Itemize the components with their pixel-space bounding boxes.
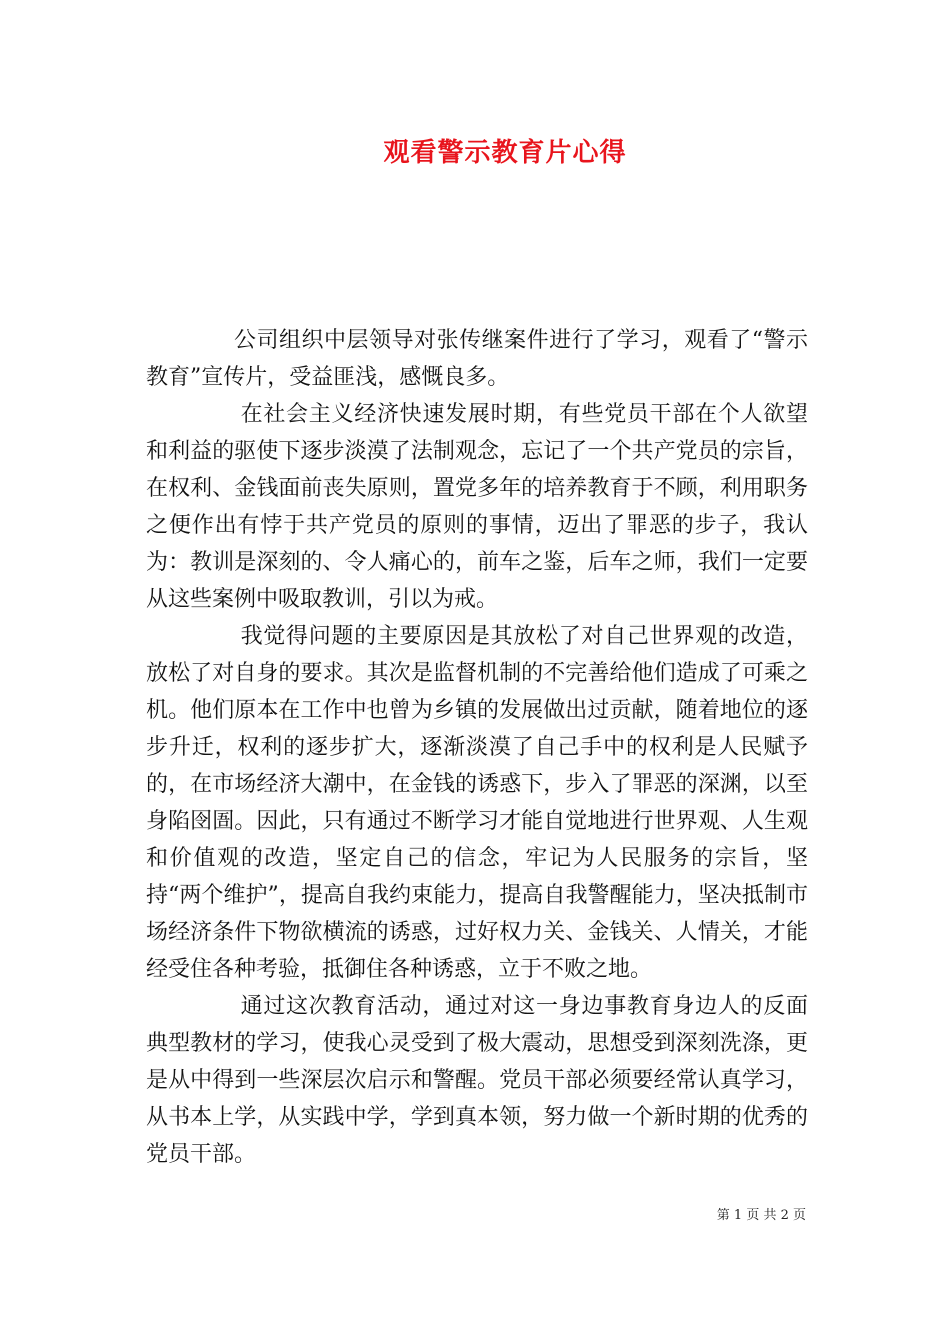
document-body <box>146 322 808 1173</box>
paragraph-3: 我觉得问题的主要原因是其放松了对自己世界观的改造，放松了对自身的要求。其次是监督机制的不完善给他们造成了可乘之机。他们原本在工作中也曾为乡镇的发展做出过贡献，随着地位的逐步升迁，权利的逐步扩大，逐渐淡漠了自己手中的权利是人民赋予的，在市场经济大潮中，在金钱的诱惑下，步入了罪恶的深渊，以至身陷囹圄。因此，只有通过不断学习才能自觉地进行世界观、人生观和价值观的改造，坚定自己的信念，牢记为人民服务的宗旨，坚持“两个维护”，提高自我约束能力，提高自我警醒能力，坚决抵制市场经济条件下物欲横流的诱惑，过好权力关、金钱关、人情关，才能经受住各种考验，抵御住各种诱惑，立于不败之地。 <box>146 624 808 982</box>
paragraph-1: 公司组织中层领导对张传继案件进行了学习，观看了“警示教育”宣传片，受益匪浅，感慨良多。 <box>146 328 808 390</box>
page-number-footer: 第 1 页 共 2 页 <box>716 1208 806 1223</box>
document-title: 观看警示教育片心得 <box>383 138 627 168</box>
paragraph-4: 通过这次教育活动，通过对这一身边事教育身边人的反面典型教材的学习，使我心灵受到了极大震动，思想受到深刻洗涤，更是从中得到一些深层次启示和警醒。党员干部必须要经常认真学习，从书本上学，从实践中学，学到真本领，努力做一个新时期的优秀的党员干部。 <box>146 994 808 1167</box>
paragraph-2: 在社会主义经济快速发展时期，有些党员干部在个人欲望和利益的驱使下逐步淡漠了法制观念，忘记了一个共产党员的宗旨，在权利、金钱面前丧失原则，置党多年的培养教育于不顾，利用职务之便作出有悖于共产党员的原则的事情，迈出了罪恶的步子，我认为：教训是深刻的、令人痛心的，前车之鉴，后车之师，我们一定要从这些案例中吸取教训，引以为戒。 <box>146 402 808 612</box>
